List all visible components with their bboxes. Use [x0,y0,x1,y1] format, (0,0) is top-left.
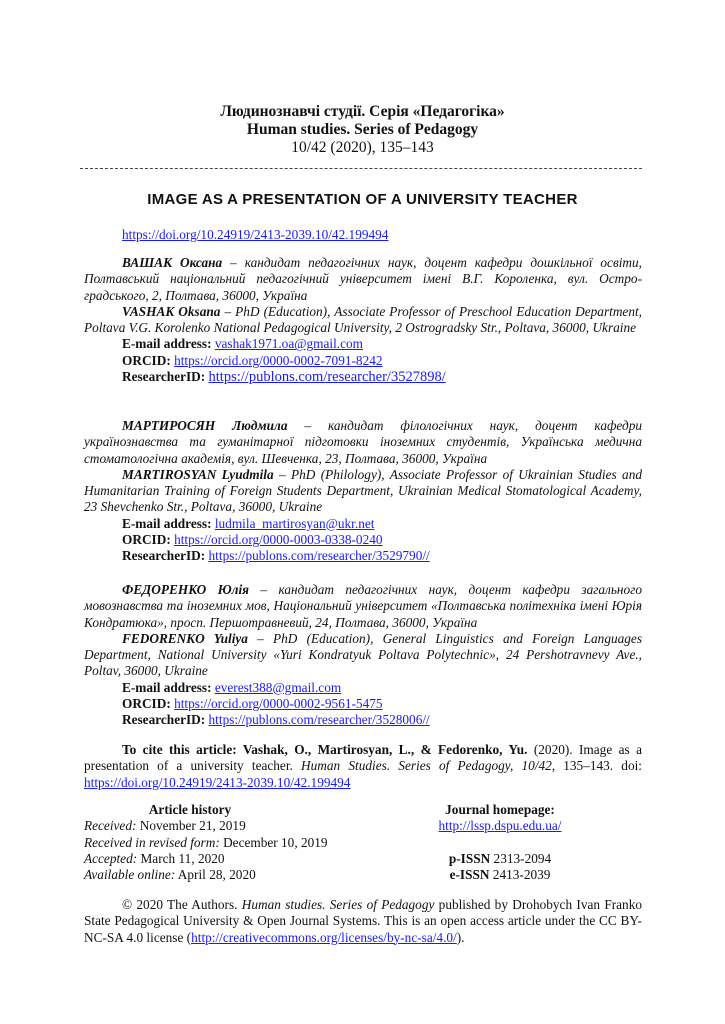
author-bio-ua [84,582,642,631]
pissn-label: p-ISSN [448,850,491,866]
article-title: IMAGE AS A PRESENTATION OF A UNIVERSITY TEACHER [147,191,578,208]
email-label: E-mail address: [122,679,212,695]
author-desc-ua: – кандидат педагогічних наук, доцент кафедри дошкільної освіти, Полтавський національний педагогічний університет імені В.Г. Короленка, вул. Остро-градського, 2, Полтава, 36000, Україна [84,255,642,303]
history-value: March 11, 2020 [137,850,225,866]
author-name-en: FEDORENKO Yuliya [122,630,248,646]
author-block-2 [84,418,642,565]
author-desc-ua: – кандидат педагогічних наук, доцент кафедри загального мовознавства та іноземних мов, Національний університет «Полтавська політехніка імені Юрія Кондратюка», просп. Першотравневий, 24, Полтава, 36000, Україна [84,582,642,630]
issue-info: 10/42 (2020), 135–143 [291,139,434,156]
author-name-en: VASHAK Oksana [122,303,221,319]
homepage-link[interactable]: http://lssp.dspu.edu.ua/ [438,818,562,834]
citation-text: (2020). Image as a presentation of a university teacher. [84,742,642,774]
copyright-suffix: ). [456,929,465,945]
researcher-link[interactable]: https://publons.com/researcher/3529790// [208,548,430,564]
email-label: E-mail address: [122,336,212,352]
copyright [84,897,642,946]
pissn-value: 2313-2094 [490,850,552,866]
orcid-label: ORCID: [122,352,171,368]
history-row [84,851,384,867]
orcid-link[interactable]: https://orcid.org/0000-0002-9561-5475 [174,696,383,712]
orcid-label: ORCID: [122,532,171,548]
citation-label: To cite this article: Vashak, O., Martirosyan, L., & Fedorenko, Yu. [122,742,528,757]
history-heading: Article history [148,802,232,817]
researcher-link[interactable]: https://publons.com/researcher/3528006// [208,712,430,728]
article-history [84,802,384,883]
author-desc-en: – PhD (Education), Associate Professor of Preschool Education Department, Poltava V.G. Korolenko National Pedagogical University, 2 Ostrogradsky Str., Poltava, 36000, Ukraine [84,303,642,336]
researcher-label: ResearcherID: [122,369,206,385]
author-name-en: MARTIROSYAN Lyudmila [122,466,274,482]
author-name-ua: МАРТИРОСЯН Людмила [122,418,288,433]
journal-header [0,103,725,157]
author-desc-ua: – кандидат філологічних наук, доцент кафедри українознавства та гуманітарної підготовки іноземних студентів, Українська медична стоматологічна академія, вул. Шевченка, 23, Полтава, 36000, Україна [84,418,642,466]
author-name-ua: ФЕДОРЕНКО Юлія [122,582,250,597]
author-bio-en [84,467,642,516]
researcher-label: ResearcherID: [122,548,206,564]
author-desc-en: – PhD (Philology), Associate Professor of Ukrainian Studies and Humanitarian Training of Foreign Students Department, Ukrainian Medical Stomatological Academy, 23 Shevchenko Str., Poltava, 36000, Ukraine [84,466,643,515]
history-label: Received: [84,818,137,834]
author-bio-ua [84,418,642,467]
citation-doi-link[interactable]: https://doi.org/10.24919/2413-2039.10/42.199494 [84,774,351,790]
author-block-1 [84,255,642,385]
researcher-link[interactable]: https://publons.com/researcher/3527898/ [208,369,446,386]
orcid-link[interactable]: https://orcid.org/0000-0002-7091-8242 [174,352,383,368]
orcid-link[interactable]: https://orcid.org/0000-0003-0338-0240 [174,532,383,548]
copyright-prefix: © 2020 The Authors. [122,897,242,912]
email-link[interactable]: vashak1971.oa@gmail.com [214,336,363,352]
citation-pages: , 135–143. doi: [551,758,642,774]
copyright-text: published by Drohobych Ivan Franko State Pedagogical University & Open Journal Systems. This is an open access article under the CC BY-NC-SA 4.0 license ( [84,897,642,945]
history-row [84,867,384,883]
author-bio-ua [84,255,642,304]
researcher-label: ResearcherID: [122,712,206,728]
history-value: November 21, 2019 [136,818,246,834]
email-link[interactable]: everest388@gmail.com [214,679,342,695]
history-label: Received in revised form: [84,834,220,850]
journal-title-ua: Людинознавчі студії. Серія «Педагогіка» [220,103,505,120]
email-label: E-mail address: [122,515,212,531]
copyright-journal: Human studies. Series of Pedagogy [241,897,435,912]
journal-title-en: Human studies. Series of Pedagogy [246,121,479,138]
author-desc-en: – PhD (Education), General Linguistics and Foreign Languages Department, National University «Yuri Kondratyuk Poltava Polytechnic», 24 Pershotravnevy Ave., Poltav, 36000, Ukraine [84,630,642,679]
author-block-3 [84,582,642,729]
author-bio-en [84,631,642,680]
history-value: December 10, 2019 [219,834,328,850]
author-bio-en [84,304,642,337]
history-row [84,835,384,851]
eissn-value: 2413-2039 [489,867,551,883]
history-value: April 28, 2020 [175,867,256,883]
history-row [84,818,384,834]
orcid-label: ORCID: [122,696,171,712]
citation [84,742,642,791]
email-link[interactable]: ludmila_martirosyan@ukr.net [214,515,375,531]
citation-journal: Human Studies. Series of Pedagogy, 10/42 [301,758,552,774]
license-link[interactable]: http://creativecommons.org/licenses/by-nc-sa/4.0/ [191,929,457,945]
author-name-ua: ВАШАК Оксана [122,255,223,270]
homepage-heading: Journal homepage: [445,802,555,817]
journal-info [400,802,600,883]
history-label: Available online: [84,867,176,883]
eissn-label: e-ISSN [449,867,490,883]
history-label: Accepted: [84,850,138,866]
header-divider [80,168,642,169]
doi-link[interactable]: https://doi.org/10.24919/2413-2039.10/42.199494 [122,227,389,242]
